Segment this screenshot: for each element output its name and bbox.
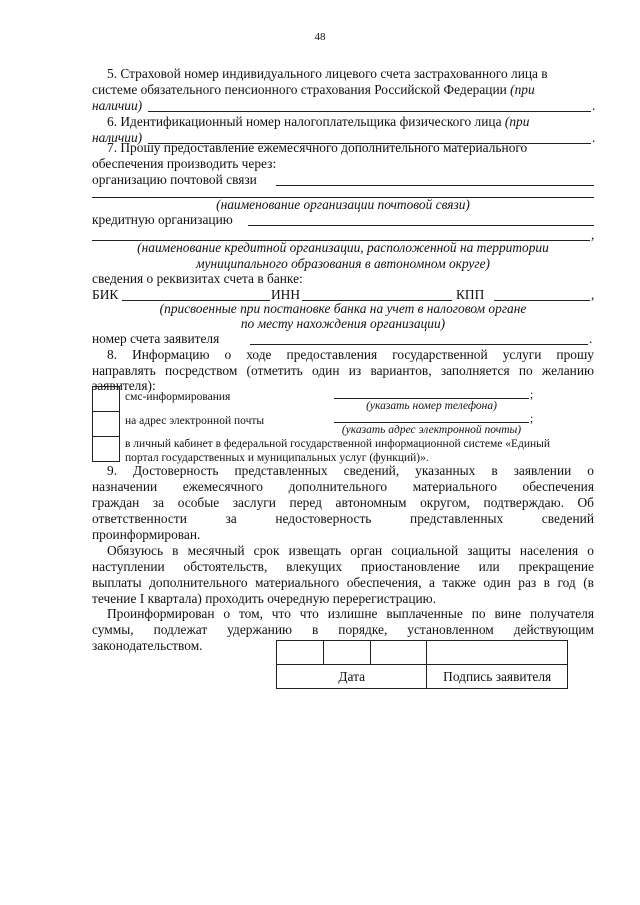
account-field[interactable] (250, 344, 588, 345)
informed-line2: суммы, подлежат удержанию в порядке, установленном действующим (92, 622, 594, 637)
informed-line3: законодательством. (92, 638, 203, 653)
credit-field[interactable] (248, 225, 594, 226)
item9-line1: 9. Достоверность представленных сведений, указанных в заявлении о (107, 463, 594, 478)
bik-label: БИК (92, 287, 119, 302)
credit-hint-2: муниципального образования в автономном округе) (195, 256, 491, 271)
postal-hint: (наименование организации почтовой связи) (216, 197, 470, 212)
account-label: номер счета заявителя (92, 331, 220, 346)
phone-hint: (указать номер телефона) (366, 400, 497, 412)
item8-line2: направлять посредством (отметить один из вариантов, заполняется по желанию (92, 363, 594, 378)
signature-label: Подпись заявителя (427, 665, 568, 689)
item6-end: . (592, 130, 596, 145)
gosuslugi-label-2: портал государственных и муниципальных услуг (функций)». (125, 452, 429, 464)
date-day-cell[interactable] (277, 641, 324, 665)
item9-line3: граждан за особые заслуги перед автономным округом, подтверждаю. Об (92, 495, 594, 510)
credit-end: , (591, 227, 595, 242)
item9-line5: проинформирован. (92, 527, 201, 542)
date-label: Дата (277, 665, 427, 689)
item7-line1: 7. Прошу предоставление ежемесячного дополнительного материального (107, 140, 528, 155)
bank-details-label: сведения о реквизитах счета в банке: (92, 271, 303, 286)
email-hint: (указать адрес электронной почты) (341, 424, 522, 436)
kpp-label: КПП (456, 287, 485, 302)
item7-line2: обеспечения производить через: (92, 156, 277, 171)
item5-end: . (592, 98, 596, 113)
informed-line1: Проинформирован о том, что что излишне выплаченные по вине получателя (107, 606, 594, 621)
account-end: . (589, 331, 593, 346)
item5-line2: системе обязательного пенсионного страхования Российской Федерации (при (92, 82, 535, 97)
credit-label: кредитную организацию (92, 212, 233, 227)
page-number: 48 (314, 31, 326, 43)
item6-line2: наличии) (92, 130, 143, 145)
item6-line1: 6. Идентификационный номер налогоплательщика физического лица (при (107, 114, 530, 129)
item9-line2: назначении ежемесячного дополнительного материального обеспечения (92, 479, 594, 494)
signature-cell[interactable] (427, 641, 568, 665)
snils-field[interactable] (148, 111, 591, 112)
date-month-cell[interactable] (323, 641, 370, 665)
obligation-line1: Обязуюсь в месячный срок извещать орган социальной защиты населения о (107, 543, 594, 558)
postal-label: организацию почтовой связи (92, 172, 257, 187)
email-checkbox[interactable] (92, 411, 120, 437)
obligation-line2: наступлении обстоятельств, влекущих приостановление или прекращение (92, 559, 594, 574)
gosuslugi-checkbox[interactable] (92, 436, 120, 462)
item9-line4: ответственности за недостоверность представленных сведений (92, 511, 594, 526)
item5-line3: наличии) (92, 98, 143, 113)
signature-table (276, 640, 568, 689)
bank-end: , (591, 287, 595, 302)
item5-line1: 5. Страховой номер индивидуального лицевого счета застрахованного лица в (107, 66, 548, 81)
email-label: на адрес электронной почты (125, 415, 265, 427)
obligation-line4: течение I квартала) проходить очередную перерегистрацию. (92, 591, 437, 606)
bank-hint-2: по месту нахождения организации) (240, 316, 446, 331)
email-end: ; (530, 413, 534, 425)
credit-hint-1: (наименование кредитной организации, расположенной на территории (137, 240, 549, 255)
item8-line3: заявителя): (92, 378, 156, 393)
bank-hint-1: (присвоенные при постановке банка на учет в налоговом органе (159, 301, 527, 316)
date-year-cell[interactable] (370, 641, 427, 665)
obligation-line3: выплаты дополнительного материального обеспечения, а также один раз в год (в (92, 575, 594, 590)
gosuslugi-label-1: в личный кабинет в федеральной государственной информационной системе «Единый (125, 438, 551, 450)
inn-label: ИНН (271, 287, 301, 302)
sms-checkbox[interactable] (92, 386, 120, 412)
sms-end: ; (530, 389, 534, 401)
postal-field[interactable] (276, 185, 594, 186)
sms-label: смс-информирования (125, 391, 231, 403)
item8-line1: 8. Информацию о ходе предоставления государственной услуги прошу (107, 347, 594, 362)
